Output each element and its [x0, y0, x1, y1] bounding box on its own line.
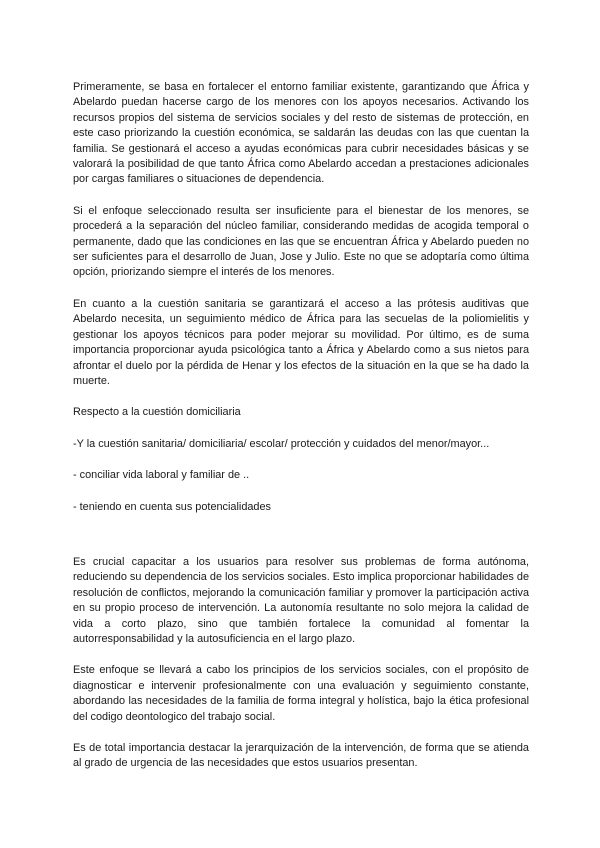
document-body	[73, 80, 529, 788]
note-item-potential: - teniendo en cuenta sus potencialidades	[73, 500, 271, 513]
paragraph-autonomy: Es crucial capacitar a los usuarios para resolver sus problemas de forma autónoma, reduciendo su dependencia de los servicios sociales. Esto implica proporcionar habilidades de resolución de conflictos, mejorando la comunicación familiar y promover la participación activa en su propio proceso de intervención. La autonomía resultante no solo mejora la calidad de vida a corto plazo, sino que también fortalece la comunidad al fomentar la autorresponsabilidad y la autosuficiencia en el largo plazo.	[73, 555, 529, 645]
paragraph-family-separation: Si el enfoque seleccionado resulta ser insuficiente para el bienestar de los menores, se procederá a la separación del núcleo familiar, considerando medidas de acogida temporal o permanente, dado que las condiciones en las que se encuentran África y Abelardo pueden no ser suficientes para el desarrollo de Juan, Jose y Julio. Este no que se adoptaría como última opción, priorizando siempre el interés de los menores.	[73, 204, 529, 279]
paragraph-family-support: Primeramente, se basa en fortalecer el entorno familiar existente, garantizando que África y Abelardo puedan hacerse cargo de los menores con los apoyos necesarios. Activando los recursos propios del sistema de servicios sociales y del resto de sistemas de protección, en este caso priorizando la cuestión económica, se saldarán las deudas con las que cuentan la familia. Se gestionará el acceso a ayudas económicas para cubrir necesidades básicas y se valorará la posibilidad de que tanto África como Abelardo accedan a prestaciones adicionales por cargas familiares o situaciones de dependencia.	[73, 81, 529, 186]
paragraph-principles: Este enfoque se llevará a cabo los principios de los servicios sociales, con el propósito de diagnosticar e intervenir profesionalmente con una evaluación y seguimiento constante, abordando las necesidades de la familia de forma integral y holística, bajo la ética profesional del codigo deontologico del trabajo social.	[73, 664, 529, 723]
paragraph-housing-heading: Respecto a la cuestión domiciliaria	[73, 406, 241, 419]
paragraph-health: En cuanto a la cuestión sanitaria se garantizará el acceso a las prótesis auditivas que Abelardo necesita, un seguimiento médico de África para las secuelas de la poliomielitis y gestionar los apoyos técnicos para poder mejorar su movilidad. Por último, es de suma importancia proporcionar ayuda psicológica tanto a África y Abelardo como a sus nietos para afrontar el duelo por la pérdida de Henar y los efectos de la situación en la que se ha dado la muerte.	[73, 297, 529, 387]
note-item-work-life: - conciliar vida laboral y familiar de ..	[73, 469, 250, 482]
note-item-issues: -Y la cuestión sanitaria/ domiciliaria/ escolar/ protección y cuidados del menor/mayor...	[73, 437, 490, 450]
paragraph-prioritization: Es de total importancia destacar la jerarquización de la intervención, de forma que se atienda al grado de urgencia de las necesidades que estos usuarios presentan.	[73, 742, 529, 770]
